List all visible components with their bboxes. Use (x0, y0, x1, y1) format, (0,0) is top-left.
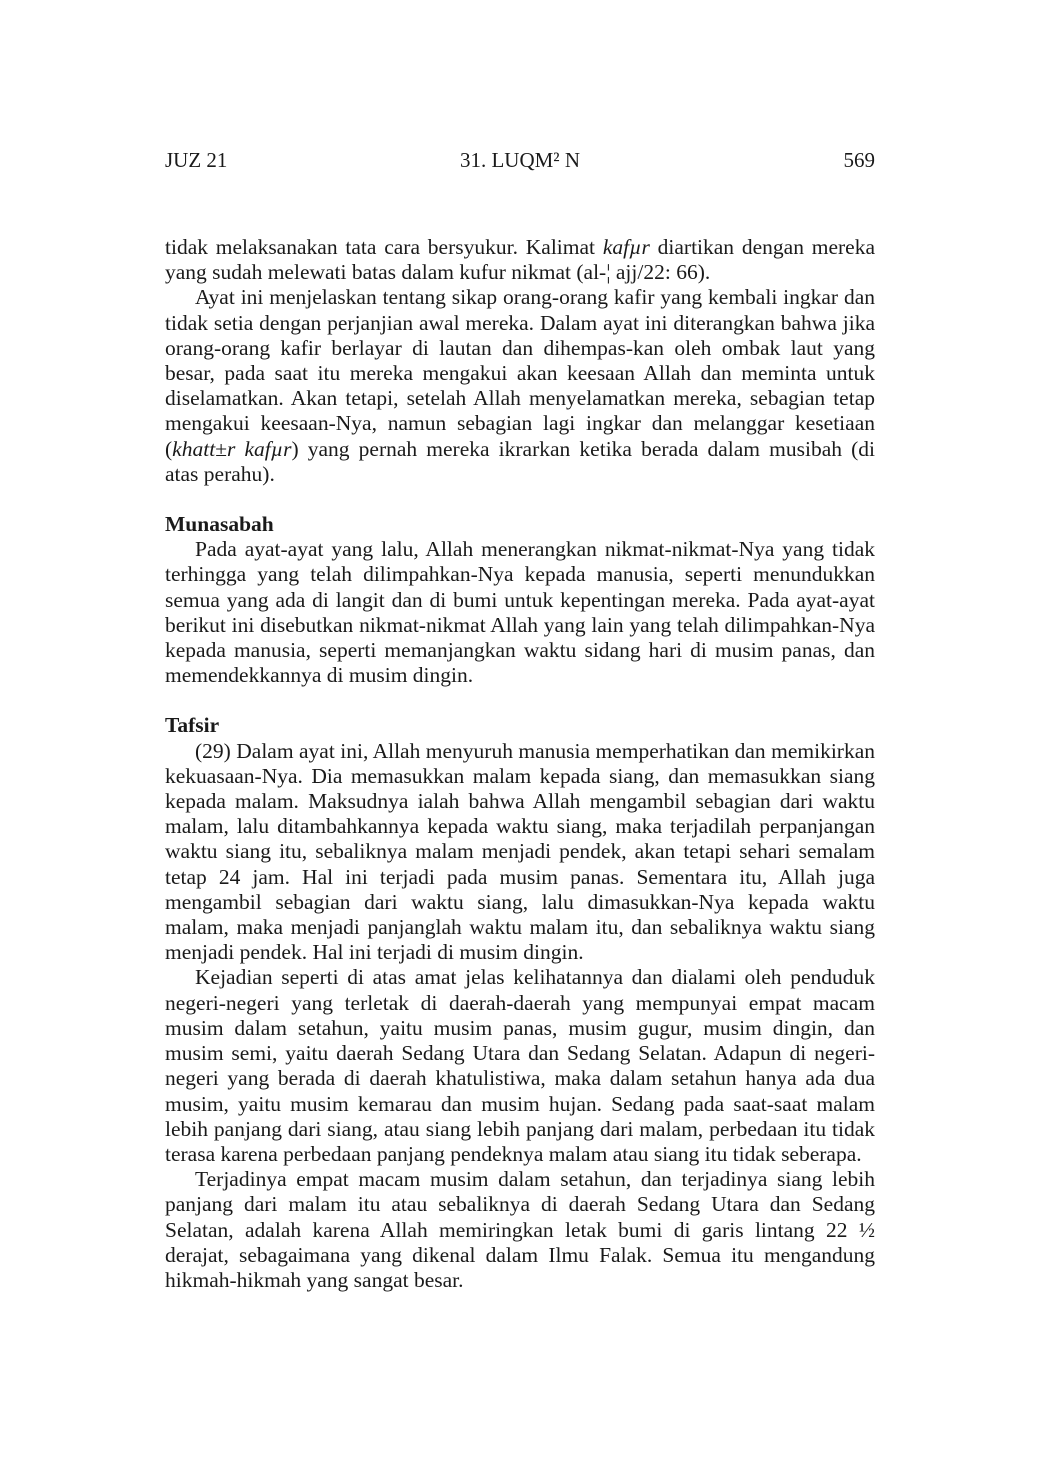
tafsir-paragraph-1: (29) Dalam ayat ini, Allah menyuruh manusia memperhatikan dan memikirkan kekuasaan-Nya. Dia memasukkan malam kepada siang, dan memasukkan siang kepada malam. Maksudnya ialah bahwa Allah mengambil sebagian dari waktu malam, lalu ditambahkannya kepada waktu siang, maka terjadilah perpanjangan waktu siang itu, sebaliknya malam menjadi pendek, akan tetapi sehari semalam tetap 24 jam. Hal ini terjadi pada musim panas. Sementara itu, Allah juga mengambil sebagian dari waktu siang, lalu dimasukkan-Nya kepada waktu malam, maka menjadi panjanglah waktu malam itu, dan sebaliknya waktu siang menjadi pendek. Hal ini terjadi di musim dingin. (165, 738, 875, 965)
italic-term: kafµr (602, 235, 650, 259)
body-text (165, 235, 875, 1293)
munasabah-heading: Munasabah (165, 512, 274, 537)
running-header (165, 147, 875, 173)
tafsir-paragraph-2: Kejadian seperti di atas amat jelas kelihatannya dan dialami oleh penduduk negeri-negeri yang terletak di daerah-daerah yang mempunyai empat macam musim dalam setahun, yaitu musim panas, musim gugur, musim dingin, dan musim semi, yaitu daerah Sedang Utara dan Sedang Selatan. Adapun di negeri-negeri yang berada di daerah khatulistiwa, maka dalam setahun hanya ada dua musim, yaitu musim kemarau dan musim hujan. Sedang pada saat-saat malam lebih panjang dari siang, atau siang lebih panjang dari malam, perbedaan itu tidak terasa karena perbedaan panjang pendeknya malam atau siang itu tidak seberapa. (165, 965, 875, 1166)
text-run: diartikan dengan mereka yang sudah melewati batas dalam kufur nikmat (al-¦ ajj/22: 66). (165, 235, 876, 285)
text-run: ) yang pernah mereka ikrarkan ketika berada dalam musibah (di atas perahu). (165, 436, 875, 486)
tafsir-paragraph-3: Terjadinya empat macam musim dalam setahun, dan terjadinya siang lebih panjang dari malam itu atau sebaliknya di daerah Sedang Utara dan Sedang Selatan, adalah karena Allah memiringkan letak bumi di garis lintang 22 ½ derajat, sebagaimana yang dikenal dalam Ilmu Falak. Semua itu mengandung hikmah-hikmah yang sangat besar. (165, 1167, 875, 1292)
page-number: 569 (843, 148, 875, 172)
munasabah-paragraph: Pada ayat-ayat yang lalu, Allah menerangkan nikmat-nikmat-Nya yang tidak terhingga yang telah dilimpahkan-Nya kepada manusia, seperti menundukkan semua yang ada di langit dan di bumi untuk kepentingan mereka. Pada ayat-ayat berikut ini disebutkan nikmat-nikmat Allah yang lain yang telah dilimpahkan-Nya kepada manusia, seperti memanjangkan waktu sidang hari di musim panas, dan memendekkannya di musim dingin. (165, 537, 875, 688)
text-run: Ayat ini menjelaskan tentang sikap orang-orang kafir yang kembali ingkar dan tidak setia dengan perjanjian awal mereka. Dalam ayat ini diterangkan bahwa jika orang-orang kafir berlayar di lautan dan dihempas-kan oleh ombak laut yang besar, pada saat itu mereka mengakui akan keesaan Allah dan meminta untuk diselamatkan. Akan tetapi, setelah Allah menyelamatkan mereka, sebagian tetap mengakui keesaan-Nya, namun sebagian lagi ingkar dan melanggar kesetiaan ( (165, 285, 875, 461)
intro-paragraph-1 (165, 235, 875, 285)
tafsir-heading: Tafsir (165, 713, 220, 738)
surah-title: 31. LUQM² N (459, 148, 581, 172)
italic-term: khatt±r kafµr (172, 436, 292, 461)
text-run: tidak melaksanakan tata cara bersyukur. Kalimat (165, 235, 603, 259)
juz-label: JUZ 21 (165, 148, 228, 172)
intro-paragraph-2 (165, 285, 875, 487)
